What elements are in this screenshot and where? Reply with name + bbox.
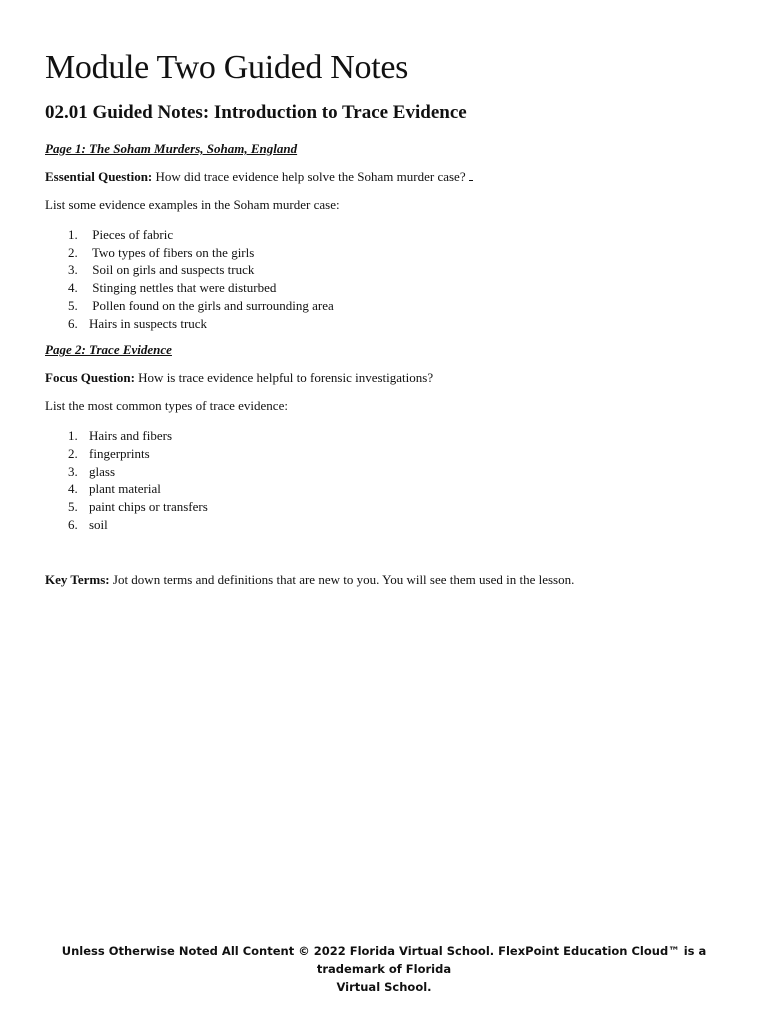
list-item-text: Hairs and fibers bbox=[89, 428, 173, 444]
list-item bbox=[68, 427, 735, 445]
list-item-text: Pieces of fabric bbox=[89, 227, 174, 242]
list-item-text: paint chips or transfers bbox=[89, 499, 208, 515]
list-item bbox=[68, 463, 735, 481]
key-terms bbox=[45, 571, 735, 589]
list-item-number: 4. bbox=[68, 481, 78, 497]
list-item-number: 6. bbox=[68, 516, 78, 532]
list-item-number: 6. bbox=[68, 315, 78, 331]
copyright-footer bbox=[40, 942, 728, 996]
list-item-text: Hairs in suspects truck bbox=[89, 315, 208, 331]
focus-question bbox=[45, 369, 735, 387]
list-item bbox=[68, 261, 735, 279]
list-item-number: 3. bbox=[68, 262, 78, 278]
list-item-number: 3. bbox=[68, 463, 78, 479]
trace-evidence-list bbox=[45, 427, 735, 533]
key-terms-text: Jot down terms and definitions that are new to you. You will see them used in the lesson. bbox=[109, 572, 575, 588]
list-item bbox=[68, 516, 735, 534]
list-item bbox=[68, 480, 735, 498]
list-item-text: fingerprints bbox=[89, 445, 150, 461]
focus-question-label: Focus Question: bbox=[45, 370, 135, 386]
section1-heading: Page 1: The Soham Murders, Soham, England bbox=[45, 141, 298, 156]
list-item-text: Two types of fibers on the girls bbox=[89, 244, 255, 260]
essential-question bbox=[45, 168, 735, 186]
list-item-text: Stinging nettles that were disturbed bbox=[89, 280, 277, 296]
focus-question-text: How is trace evidence helpful to forensic investigations? bbox=[134, 370, 434, 386]
footer-line-1: Unless Otherwise Noted All Content © 2022 Florida Virtual School. FlexPoint Education Cloud™ is a trademark of Florida bbox=[61, 944, 707, 976]
footer-line-2: Virtual School. bbox=[336, 980, 432, 994]
list-item-number: 2. bbox=[68, 445, 78, 461]
list-item bbox=[68, 226, 735, 244]
list-item-number: 1. bbox=[68, 227, 78, 242]
list-item-text: Pollen found on the girls and surrounding area bbox=[89, 297, 334, 313]
list-item bbox=[68, 445, 735, 463]
document-page bbox=[45, 44, 735, 589]
list-item-text: Soil on girls and suspects truck bbox=[89, 262, 255, 278]
list-item bbox=[68, 244, 735, 262]
section1-list-prompt: List some evidence examples in the Soham murder case: bbox=[45, 197, 340, 212]
list-item-number: 5. bbox=[68, 297, 78, 313]
list-item bbox=[68, 279, 735, 297]
page-title: Module Two Guided Notes bbox=[45, 49, 409, 86]
essential-question-label: Essential Question: bbox=[45, 169, 153, 184]
section2-list-prompt: List the most common types of trace evidence: bbox=[45, 398, 288, 414]
key-terms-label: Key Terms: bbox=[45, 572, 110, 588]
list-item bbox=[68, 498, 735, 516]
list-item-text: glass bbox=[89, 463, 115, 479]
list-item-text: soil bbox=[89, 516, 108, 532]
list-item bbox=[68, 315, 735, 333]
list-item-number: 1. bbox=[68, 428, 78, 444]
list-item-number: 2. bbox=[68, 244, 78, 260]
list-item-number: 5. bbox=[68, 499, 78, 515]
list-item-number: 4. bbox=[68, 280, 78, 296]
list-item-text: plant material bbox=[89, 481, 161, 497]
section2-heading: Page 2: Trace Evidence bbox=[45, 342, 172, 358]
page-subtitle: 02.01 Guided Notes: Introduction to Trace Evidence bbox=[45, 102, 467, 123]
essential-question-text: How did trace evidence help solve the Soham murder case? bbox=[152, 169, 469, 184]
list-item bbox=[68, 297, 735, 315]
soham-evidence-list bbox=[45, 226, 735, 332]
